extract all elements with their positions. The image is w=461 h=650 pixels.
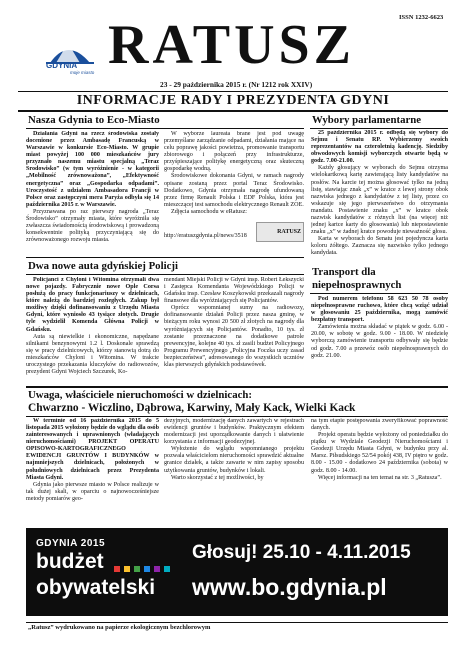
eco-paragraph: Działania Gdyni na rzecz środowiska zostały docenione przez Ambasadę Francuską w Warszawie w konkursie Eco-Miasto. W grupie miast powyżej 100 000 mieszkańców jury przyznało naszemu miastu specjalną „Teraz Srodowisko” (w tym wyróżnienie - w kategorii „Mobilność zrównoważona”, „Efektywność energetyczna” oraz „Gospodarka odpadami”. Uroczystość z udziałem Ambasadora Francji w Polsce oraz zastępczyni mera Paryża odbyła się 14 października 2015 r. w Warszawie. [26, 131, 159, 208]
ad-url[interactable]: www.bo.gdynia.pl [192, 574, 387, 600]
logo-tagline: moje miasto [70, 70, 95, 75]
policja-paragraph: Oprócz wspomnianej sumy na radiowozy, dofinansowanie działań Policji przez nasza gminę, w bieżącym roku wynosi 20 500 zł złotych na nagrody dla wyróżniających się Policjantów. Ponadto, 10 tys. zł zostanie przeznaczone na dodatkowe patrole prewencyjne, kolejne 40 tys. zł zasili budżet Policyjnego Programu Prewencyjnego „Policyjna Foczka uczy zasad bezpieczeństwa”, adresowanego do wszystkich uczniów klas pierwszych gdyńskich podstawówek. [164, 305, 304, 368]
uwaga-column-3 [311, 418, 448, 526]
policja-paragraph: Policjanci z Chyloni i Witomina otrzymali dwa nowe pojazdy. Fabrycznie nowe Ople Corsa posłużą do pracy funkcjonariuszy w dzielnicach, które należą do bardziej rozległych. Zakup był możliwy dzięki dofinansowaniu z Urzędu Miasta Gdyni, które wyniosło 43 tysiące złotych. Drugie tyle wydzielił Komenda Główna Policji w Gdańsku. [26, 277, 159, 333]
eco-paragraph: Przyznawana po raz pierwszy nagroda „Teraz Środowisko” otrzymały miasta, które wyróżniła się zwłaszcza świadomością środowiskową i prowadzoną konsekwentnie polityką przyczyniającą się do zrównoważonego rozwoju miasta. [26, 208, 159, 244]
wybory-paragraph: Karta w wyborach do Senatu jest pojedyncza karta koloru żółtego. Zaznacza się nazwisko tylko jednego kandydata. [311, 236, 448, 257]
uwaga-paragraph: dezyjnych, modernizację danych zawartych w rejestrach ewidencji gruntów i budynków. Praktycznym efektem modernizacji jest uporządkowanie danych i ułatwienie korzystania z informacji geodezyjnej. [164, 418, 304, 446]
eco-paragraph: W wyborze laureata brane jest pod uwagę przemyślane zarządzanie odpadami, działania mające na celu poprawę jakości powietrza, promowanie transportu zbiorowego i połączeń przy infrastrukturze, przyśpieszające politykę energetyczną oraz skuteczną gospodarkę wodną. [164, 131, 304, 173]
eco-photo-label: RATUSZ [277, 229, 301, 235]
uwaga-paragraph: Więcej informacji na ten temat na str. 3 „Ratusza”. [318, 474, 442, 481]
policja-column-1 [26, 277, 159, 383]
uwaga-top-rule [26, 386, 448, 388]
eco-column-1 [26, 131, 159, 251]
uwaga-title: Uwaga, właściciele nieruchomości w dzielnicach: [28, 389, 252, 401]
eco-paragraph: Zdjęcia samochodu w eRatusz: [171, 208, 247, 215]
policja-title-rule [26, 274, 304, 275]
uwaga-column-2 [164, 418, 304, 526]
wybory-column [311, 130, 448, 258]
transport-title-text: Transport dla niepełnosprawnych [312, 266, 402, 291]
transport-paragraph: Pod numerem telefonu 58 623 50 78 osoby niepełnosprawne ruchowo, które chcą wziąć udział w głosowaniu 25 października, mogą zamówić bezpłatny transport. [311, 296, 448, 324]
policja-top-rule [26, 257, 304, 258]
issn-number: ISSN 1232-6623 [399, 14, 444, 21]
transport-paragraph: Zamówienia można składać w piątek w godz. 6.00 - 20.00, w sobotę w godz. 9.00 - 18.00. W niedzielę wyborczą zamówienie transportu odbywały się będzie od godz. 7.00 a przewóz osób niepełnosprawnych do godz. 21.00. [311, 324, 448, 359]
eco-photo [256, 222, 304, 242]
ad-vote: Głosuj! 25.10 - 4.11.2015 [192, 542, 411, 563]
footer-text: „Ratusz” wydrukowano na papierze ekologicznym bezchlorowym [28, 624, 211, 631]
ship-logo-icon [32, 33, 104, 83]
eco-title-rule [26, 128, 304, 129]
ad-city: GDYNIA 2015 [36, 538, 106, 549]
eco-title: Nasza Gdynia to Eco-Miasto [28, 114, 160, 126]
ad-brand-line1: budżet [36, 550, 104, 573]
uwaga-paragraph: Gdynia jako pierwsze miasto w Polsce realizuje w tak dużej skali, w oparciu o najnowocześniejsze metody pomiarów geo- [26, 481, 159, 502]
issue-info: 23 - 29 października 2015 r. (Nr 1212 rok XXIV) [160, 80, 313, 89]
wybory-title: Wybory parlamentarne [312, 114, 422, 126]
transport-title [312, 266, 448, 292]
policja-paragraph: Auta są niewielkie i ekonomiczne, napędzane silnikami benzynowymi 1.2 l. Doskonale sprawdzą się w pracy dzielnicowych, którzy stanowią dotrą do mieszkańców Chyloni i Witomina. W trakcie uroczystego przekazania kluczyków do radiowozów, prezydent Gdyni Wojciech Szczurek, Ko- [26, 333, 159, 376]
policja-title: Dwa nowe auta gdyńskiej Policji [28, 260, 178, 272]
wybory-paragraph: 25 października 2015 r. odbędą się wybory do Sejmu i Senatu RP. Wybierzemy swoich reprezentantów na czteroletnią kadencję. Siedziby obwodowych komisji wyborczych otwarte będą w godz. 7.00-21.00. [311, 130, 448, 165]
uwaga-paragraph: na tym etapie postępowania zweryfikować poprawność danych. [311, 418, 448, 432]
uwaga-title-rule [26, 416, 448, 417]
uwaga-column-1 [26, 418, 159, 526]
section-banner: INFORMACJE RADY I PREZYDENTA GDYNI [76, 93, 390, 108]
ad-brand-line2: obywatelski [36, 576, 156, 599]
policja-column-2 [164, 277, 304, 383]
uwaga-paragraph: Warto skorzystać z tej możliwości, by [171, 474, 264, 481]
eco-paragraph: Środowiskowe dokonania Gdyni, w ramach nagrody opisane zostaną przez portal Teraz Środowisko. Dodatkowo, Gdynia otrzymała nagrodę ufundowaną przez firmę Renault Polska i EDF Polska, która jest mieszczącej test samochodu elektrycznego Renault ZOE. [164, 173, 304, 208]
ad-dots-icon [114, 560, 172, 568]
transport-title-rule [310, 293, 448, 294]
policja-paragraph: mendant Miejski Policji w Gdyni insp. Robert Łekszycki i Zastępca Komendanta Wojewódzkiego Policji w Gdańsku insp. Czesław Koszykowski przekazali nagrody finansowe dla wyróżniających się Policjantów. [164, 277, 304, 305]
uwaga-paragraph: Projekt operatu będzie wyłożony od poniedziałku do piątku w Wydziale Geodezji Nieruchomościami i Geodezji Urzędu Miasta Gdyni, w budynku przy al. Marsz. Piłsudskiego 52/54 pokój 438, IV piętro w godz. 8.00 - 15.00 - dodatkowo 24 października (sobota) w godz. 8.00 - 14.00. [311, 432, 448, 474]
uwaga-paragraph: W terminie od 16 października 2015 do 5 listopada 2015 wyłożony będzie do wglądu dla osób zainteresowanych i uprawnionych (władających nieruchomościami) PROJEKT OPERATU OPISOWO-KARTOGRAFICZNEGO EWIDENCJI GRUNTÓW I BUDYNKÓW w najmniejszych dzielnicach, położonych w południowych dzielnicach przez Prezydenta Miasta Gdyni. [26, 418, 159, 481]
eco-column-2 [164, 131, 304, 231]
transport-column [311, 296, 448, 382]
uwaga-subtitle: Chwarzno - Wiczlino, Dąbrowa, Karwiny, Mały Kack, Wielki Kack [28, 402, 356, 414]
logo-text: GDYNIA [46, 61, 78, 70]
newspaper-title: RATUSZ [108, 14, 356, 76]
wybory-paragraph: Każdy głosujący w wyborach do Sejmu otrzyma wielokartkową kartę zawierającą listy kandydatów na posłów. Na karcie tej można głosować tylko na jedną listę, stawiając znak „x” w kratce z lewej strony obok nazwiska jednego z kandydatów z tej listy, przez co wskazuje się jego pierwszeństwo do otrzymania mandatu. Postawienie znaku „x” w kratce obok nazwisk kandydatów z różnych list (na więcej niż jednej kartce karty do głosowania) lub niepostawienie znaku „x” w żadnej kratce powoduje nieważność głosu. [311, 165, 448, 236]
banner-rule [18, 110, 448, 112]
budget-ad[interactable] [26, 528, 448, 616]
uwaga-paragraph: Wyłożenie do wglądu wspomnianego projektu pozwala właścicielom nieruchomości sprawdzić aktualne granice działek, a także zawarte w nim zapisy sposobu użytkowania gruntów, budynków i lokali. [164, 446, 304, 474]
gdynia-logo [32, 33, 104, 83]
wybory-title-rule [310, 128, 448, 129]
eco-link[interactable]: http://eratuszgdynia.pl/news/3518 [164, 233, 247, 239]
footer-rule [26, 622, 448, 623]
